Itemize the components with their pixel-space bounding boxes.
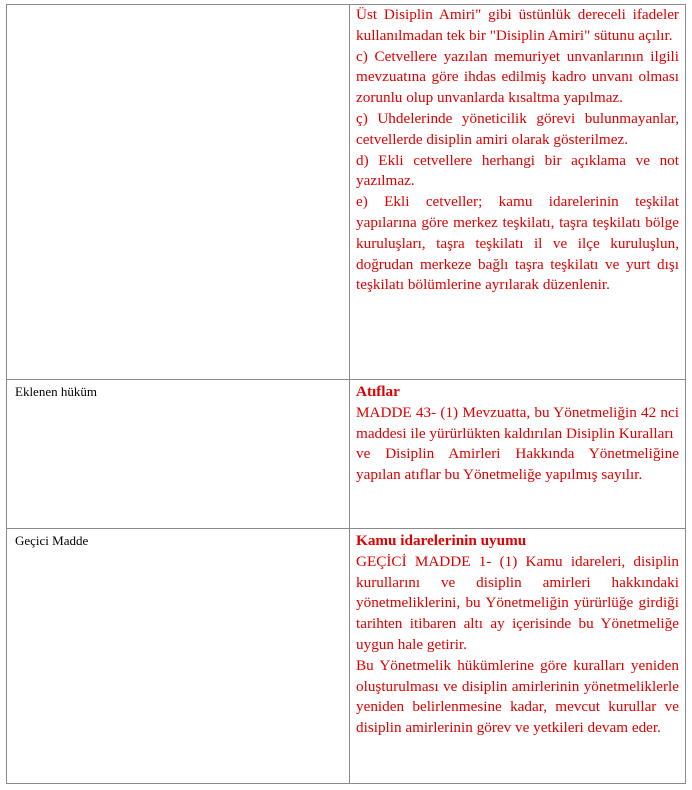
regulation-comparison-table: [6, 4, 686, 784]
article-title: Atıflar: [356, 383, 400, 400]
provision-paragraph: ç) Uhdelerinde yöneticilik görevi bulunmayanlar, cetvellerde disiplin amiri olarak gösterilmez.: [356, 109, 679, 148]
provision-text-cell: [350, 529, 686, 784]
table-row: [7, 529, 686, 784]
provision-paragraph: Bu Yönetmelik hükümlerine göre kuralları yeniden oluşturulması ve disiplin amirlerinin yönetmeliklerle yeniden belirlenmesine kadar, mevcut kurullar ve disiplin amirlerinin görev ve yetkileri devam eder.: [356, 656, 679, 737]
provision-paragraph: d) Ekli cetvellere herhangi bir açıklama ve not yazılmaz.: [356, 151, 679, 190]
provision-paragraph: e) Ekli cetveller; kamu idarelerinin teşkilat yapılarına göre merkez teşkilatı, taşra teşkilatı bölge kuruluşları, taşra teşkilatı il ve ilçe kuruluşlun, doğrudan merkeze bağlı taşra teşkilatı ve yurt dışı teşkilatı bölümlerine ayrılarak düzenlenir.: [356, 193, 679, 294]
provision-paragraph: ve Disiplin Amirleri Hakkında Yönetmeliğine yapılan atıflar bu Yönetmeliğe yapılmış sayılır.: [356, 445, 679, 484]
table-row: [7, 5, 686, 380]
table-row: [7, 380, 686, 529]
provision-paragraph: GEÇİCİ MADDE 1- (1) Kamu idareleri, disiplin kurullarını ve disiplin amirleri hakkındaki yönetmeliklerini, bu Yönetmeliğin yürürlüğe girdiği tarihten itibaren altı ay içerisinde bu Yönetmeliğe uygun hale getirir.: [356, 552, 679, 653]
provision-text-cell: [350, 380, 686, 529]
article-title: Kamu idarelerinin uyumu: [356, 532, 527, 549]
row-label-cell: [7, 5, 350, 380]
row-label-cell: Eklenen hüküm: [7, 380, 350, 529]
row-label-cell: Geçici Madde: [7, 529, 350, 784]
provision-text-cell: [350, 5, 686, 380]
provision-paragraph: Üst Disiplin Amiri" gibi üstünlük dereceli ifadeler kullanılmadan tek bir "Disiplin Amiri" sütunu açılır.: [356, 6, 679, 44]
provision-paragraph: c) Cetvellere yazılan memuriyet unvanlarının ilgili mevzuatına göre ihdas edilmiş kadro unvanı olması zorunlu olup unvanlarda kısaltma yapılmaz.: [356, 47, 679, 107]
provision-paragraph: MADDE 43- (1) Mevzuatta, bu Yönetmeliğin 42 nci maddesi ile yürürlükten kaldırılan Disiplin Kuralları: [356, 403, 679, 442]
